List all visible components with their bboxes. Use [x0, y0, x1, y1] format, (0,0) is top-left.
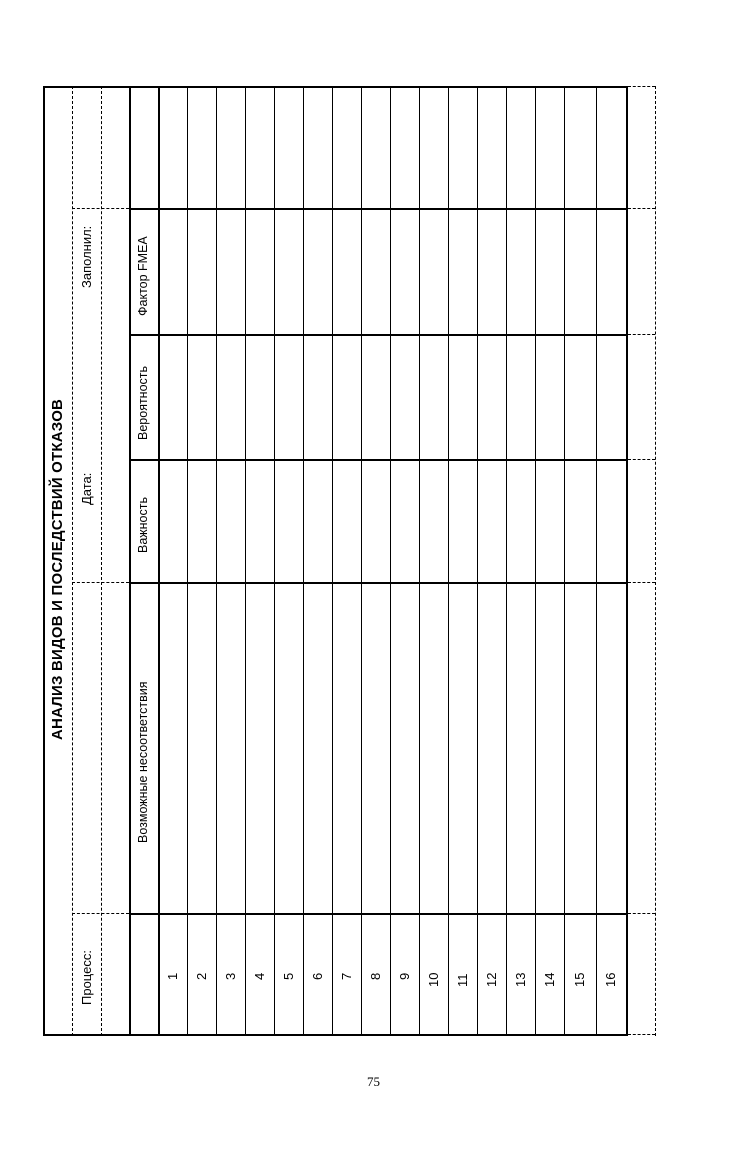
row-divider [419, 86, 420, 1036]
row-number-13: 13 [513, 972, 528, 987]
column-header-possible-nonconformities: Возможные несоответствия [136, 681, 150, 843]
row-number-5: 5 [281, 972, 296, 980]
row-divider [535, 86, 536, 1036]
fields-band-divider [101, 86, 102, 1036]
column-separator [129, 459, 628, 461]
cut-line-extension [628, 86, 655, 87]
cut-line-extension [628, 459, 655, 460]
form-title: АНАЛИЗ ВИДОВ И ПОСЛЕДСТВИЙ ОТКАЗОВ [49, 398, 66, 740]
row-divider [303, 86, 304, 1036]
page-number: 75 [367, 1074, 380, 1089]
row-divider [332, 86, 333, 1036]
row-number-7: 7 [339, 972, 354, 980]
cut-line-extension [628, 913, 655, 914]
field-separator [72, 913, 129, 914]
row-divider [448, 86, 449, 1036]
row-number-9: 9 [397, 972, 412, 980]
row-divider [506, 86, 507, 1036]
column-separator [129, 582, 628, 584]
row-divider [390, 86, 391, 1036]
row-divider [245, 86, 246, 1036]
field-separator [72, 582, 129, 583]
column-separator [129, 334, 628, 336]
row-divider [361, 86, 362, 1036]
row-number-15: 15 [572, 972, 587, 987]
header-band-divider [129, 86, 131, 1036]
cut-line-extension [628, 334, 655, 335]
row-number-1: 1 [165, 972, 180, 980]
date-field-label: Дата: [79, 472, 94, 505]
row-divider [187, 86, 188, 1036]
row-divider [564, 86, 565, 1036]
column-separator [129, 913, 628, 915]
row-divider [477, 86, 478, 1036]
cut-line-right [655, 86, 656, 1036]
row-number-8: 8 [368, 972, 383, 980]
field-separator [72, 208, 129, 209]
row-number-12: 12 [484, 972, 499, 987]
row-number-3: 3 [223, 972, 238, 980]
title-band-divider [72, 86, 73, 1036]
cut-line-extension [628, 1034, 655, 1035]
row-number-10: 10 [426, 972, 441, 987]
row-divider [274, 86, 275, 1036]
column-header-probability: Вероятность [136, 365, 150, 440]
row-number-14: 14 [542, 972, 557, 987]
column-header-fmea-factor: Фактор FMEA [136, 236, 150, 316]
column-header-divider [158, 86, 160, 1036]
filled-by-field-label: Заполнил: [79, 225, 94, 288]
column-header-severity: Важность [136, 497, 150, 553]
process-field-label: Процесс: [79, 950, 94, 1005]
cut-line-extension [628, 208, 655, 209]
row-number-2: 2 [194, 972, 209, 980]
row-divider [216, 86, 217, 1036]
cut-line-extension [628, 582, 655, 583]
row-divider [596, 86, 597, 1036]
row-number-6: 6 [310, 972, 325, 980]
column-separator [129, 208, 628, 210]
row-number-4: 4 [252, 972, 267, 980]
row-number-11: 11 [455, 973, 470, 987]
row-number-16: 16 [603, 972, 618, 987]
